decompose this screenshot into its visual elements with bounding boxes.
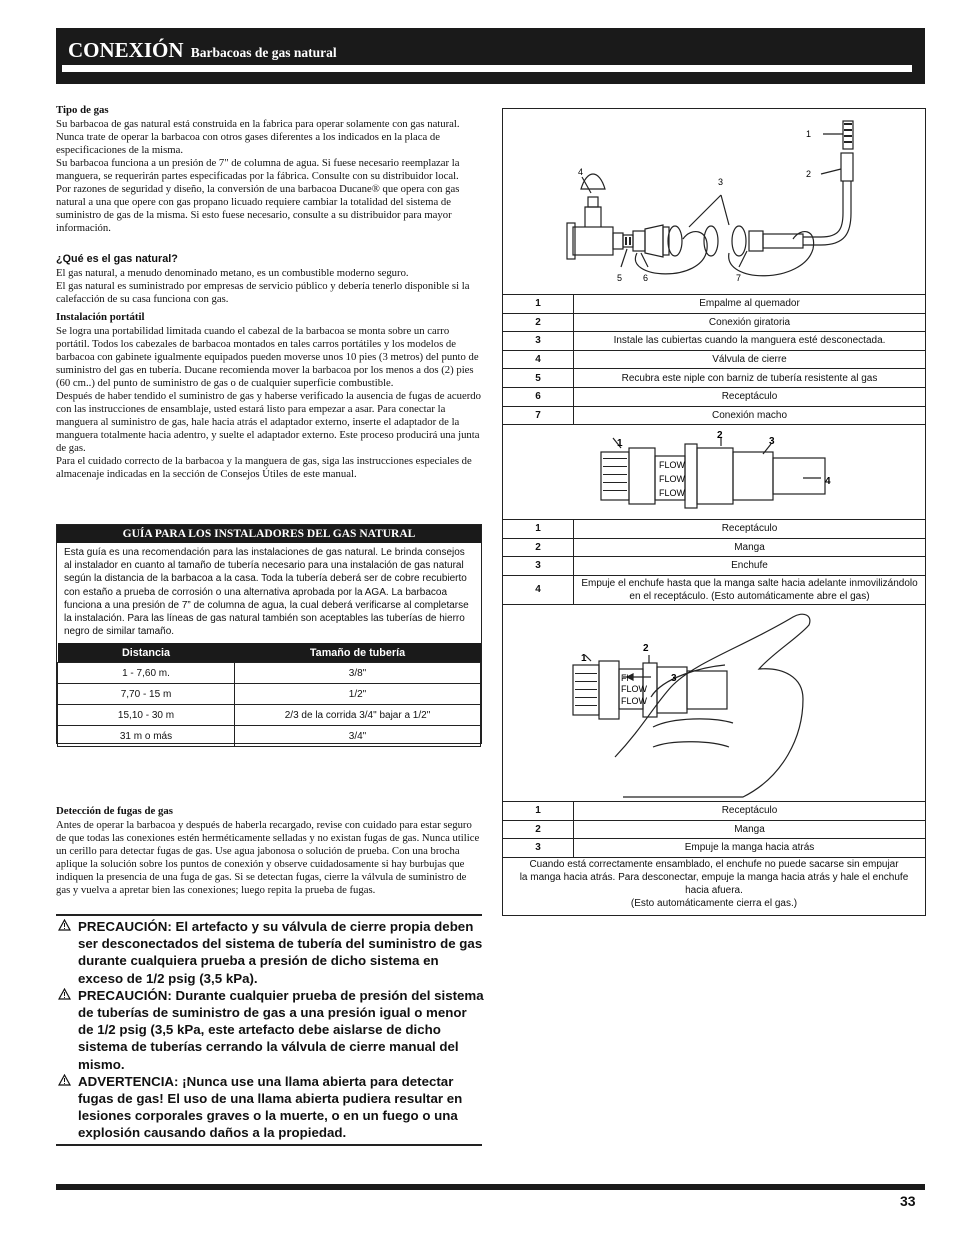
- table-row: [58, 684, 481, 705]
- assembly-note: [502, 858, 926, 910]
- pipe-size-table: [57, 643, 481, 747]
- table-row: [503, 802, 926, 821]
- callout-3: 3: [718, 177, 724, 187]
- coupling-connected-figure: [503, 426, 925, 518]
- part-description: Instale las cubiertas cuando la manguera esté desconectada.: [574, 332, 926, 351]
- plug: [733, 452, 773, 500]
- part-description: Manga: [574, 820, 926, 839]
- installer-guide-box: [56, 524, 482, 744]
- guide-text: Esta guía es una recomendación para las instalaciones de gas natural. Le brinda consejos al instalador en cuanto al tamaño de tubería necesario para una instalación de gas natural según la distancia de la barbacoa a la casa. Toda la tubería deberá ser de cobre recubierto con estaño a prueba de corrosión o una alternativa aprobada por la AGA. La barbacoa funciona a una presión de 7” de columna de agua, la cual deberá verificarse al completarse la instalación. Para las líneas de gas natural también son aceptables las tuberías de hierro negro de similar tamaño.: [64, 547, 469, 638]
- part-number: 3: [503, 557, 574, 576]
- cell-size: 3/8": [235, 663, 481, 684]
- page-number: 33: [900, 1193, 916, 1209]
- table-row: [503, 820, 926, 839]
- table-row: [503, 350, 926, 369]
- section-que-es: [56, 253, 482, 306]
- figure1-threads: [625, 123, 852, 245]
- cap-tether: [729, 232, 814, 276]
- sleeve: [697, 448, 733, 504]
- callout-1: 1: [806, 129, 812, 139]
- note-line: hacia afuera.: [685, 885, 743, 896]
- part-number: 6: [503, 387, 574, 406]
- hose: [803, 181, 843, 237]
- callout-4: 4: [578, 167, 584, 177]
- receptacle-body: [629, 448, 655, 504]
- flow-label: FLOW: [659, 474, 685, 484]
- heading-deteccion: Detección de fugas de gas: [56, 805, 173, 817]
- table-row: [58, 726, 481, 747]
- nut-threads: [603, 458, 627, 491]
- callout-4: 4: [825, 476, 831, 487]
- table-row: [58, 705, 481, 726]
- table-row: [503, 313, 926, 332]
- flow-label: FLOW: [621, 684, 647, 694]
- table-row: [503, 406, 926, 425]
- part-number: 7: [503, 406, 574, 425]
- hose: [803, 181, 851, 245]
- dust-cap: [704, 226, 718, 256]
- tipo-paragraph-3: Por razones de seguridad y diseño, la conversión de una barbacoa Ducane® que opera con gas natural a una que opere con gas propano licuado requiere cambiar la totalidad del sistema de suministro de gas de la misma. Si esto fuese necesario, consulte a su distribuidor para mayor información.: [56, 183, 460, 234]
- part-number: 1: [503, 295, 574, 314]
- cell-size: 1/2": [235, 684, 481, 705]
- hose: [687, 671, 727, 709]
- flow-label: FLOW: [659, 460, 685, 470]
- warnings-bottom-rule: [56, 1144, 482, 1146]
- part-number: 4: [503, 575, 574, 604]
- part-number: 3: [503, 839, 574, 858]
- receptacle-nut: [601, 452, 629, 500]
- nipple: [623, 235, 633, 247]
- warning-triangle-icon: [58, 1074, 71, 1086]
- part-description: Manga: [574, 538, 926, 557]
- table-row: [503, 295, 926, 314]
- callout-2: 2: [717, 430, 723, 441]
- note-line: (Esto automáticamente cierra el gas.): [630, 898, 798, 909]
- callout-3: 3: [671, 673, 677, 684]
- warning-item: [56, 987, 484, 1073]
- callout-2: 2: [643, 643, 649, 654]
- part-number: 1: [503, 520, 574, 539]
- table-header-row: [58, 643, 481, 663]
- deteccion-paragraph: Antes de operar la barbacoa y después de haberla recargado, revise con cuidado para estar seguro de que todas las conexiones estén herméticamente selladas y no existan fugas de gas. Nunca utilice un cerillo para detectar fugas de gas. Use agua jabonosa o solución de prueba. Con una brocha aplique la solución sobre los puntos de conexión y observe cuidadosamente si hay burbujas que indiquen la presencia de una fuga de gas. Si se detectan fugas, cierre la válvula de suministro de gas y vuelva a apretar bien las conexiones; luego repita la prueba de fugas.: [56, 819, 480, 896]
- section-tipo-de-gas: [56, 104, 482, 235]
- note-line: Cuando está correctamente ensamblado, el enchufe no puede sacarse sin empujar: [529, 859, 899, 870]
- cell-size: 3/4": [235, 726, 481, 747]
- heading-instalacion: Instalación portátil: [56, 311, 145, 323]
- valve-stem: [585, 207, 601, 227]
- parts-table-2: [502, 519, 926, 605]
- flow-label: FLOW: [659, 488, 685, 498]
- table-row: [503, 369, 926, 388]
- cell-distance: 15,10 - 30 m: [58, 705, 235, 726]
- instalacion-paragraph-2: Después de haber tendido el suministro de gas y haberse verificado la ausencia de fugas de acuerdo con las instrucciones de ensamblaje, usted estará listo para empezar a asar. Para conectar la manguera al suministro de gas, hale hacia atrás el adaptador externo, inserte el adaptador de la manguera totalmente hacia adentro, y suelte el adaptador externo. Este proceso producirá una junta de gas.: [56, 390, 481, 454]
- page-subtitle: Barbacoas de gas natural: [190, 45, 337, 60]
- part-description: Receptáculo: [574, 802, 926, 821]
- part-description: Enchufe: [574, 557, 926, 576]
- table-row: [503, 520, 926, 539]
- table-row: [503, 557, 926, 576]
- warning-item: [56, 1073, 484, 1142]
- part-description: Empalme al quemador: [574, 295, 926, 314]
- hose-end: [763, 234, 803, 248]
- warning-triangle-icon: [58, 919, 71, 931]
- nut-threads: [575, 673, 597, 706]
- part-description: Empuje el enchufe hasta que la manga salte hacia adelante inmovilizándolo en el receptáculo. (Esto automáticamente abre el gas): [574, 575, 926, 604]
- callout-1: 1: [617, 438, 623, 449]
- warnings-block: [56, 918, 484, 1142]
- callout-1: 1: [581, 653, 587, 664]
- tipo-paragraph-2: Su barbacoa funciona a un presión de 7" de columna de agua. Si fuese necesario reemplazar la manguera, se requerirán partes especificadas por la fábrica. Consulte con su distribuidor local.: [56, 157, 460, 182]
- part-number: 3: [503, 332, 574, 351]
- instalacion-paragraph-3: Para el cuidado correcto de la barbacoa y la manguera de gas, siga las instrucciones especiales de almacenaje indicadas en la sección de Consejos Útiles de este manual.: [56, 455, 472, 480]
- table-row: [58, 663, 481, 684]
- dust-cap: [732, 226, 746, 256]
- warning-text: ADVERTENCIA: ¡Nunca use una llama abierta para detectar fugas de gas! El uso de una llama abierta pudiera resultar en lesiones corporales graves o la muerte, o en un fuego o una explosión causando daños a la propiedad.: [78, 1073, 463, 1141]
- page-title: [68, 38, 337, 63]
- cell-distance: 31 m o más: [58, 726, 235, 747]
- hose-assembly-figure: [503, 109, 925, 294]
- part-description: Válvula de cierre: [574, 350, 926, 369]
- flow-label-partial: Fl: [621, 673, 629, 683]
- section-instalacion: [56, 311, 482, 481]
- valve-bonnet: [588, 197, 598, 207]
- receptacle-sleeve: [645, 225, 663, 257]
- valve-outlet: [613, 233, 623, 249]
- table-row: [503, 575, 926, 604]
- warning-item: [56, 918, 484, 987]
- header-tamano: Tamaño de tubería: [235, 643, 481, 663]
- flow-label: FLOW: [621, 696, 647, 706]
- callout-2: 2: [806, 169, 812, 179]
- cell-distance: 1 - 7,60 m.: [58, 663, 235, 684]
- receptacle-body: [599, 661, 619, 719]
- hose: [773, 458, 825, 494]
- footer-bar: [56, 1184, 925, 1190]
- header-white-rule: [62, 65, 912, 72]
- warning-text: PRECAUCIÓN: Durante cualquier prueba de presión del sistema de tuberías de suministro de gas a una presión igual o menor de 1/2 psig (3,5 kPa, este artefacto debe aislarse de dicho sistema de tuberías cerrando la válvula de cierre manual del mismo.: [78, 987, 484, 1072]
- part-number: 2: [503, 538, 574, 557]
- table-row: [503, 387, 926, 406]
- title-text: CONEXIÓN: [68, 38, 184, 62]
- que-paragraph-2: El gas natural es suministrado por empresas de servicio público y debería tenerlo disponible si la calefacción de su casa funciona con gas.: [56, 280, 470, 305]
- heading-tipo-de-gas: Tipo de gas: [56, 104, 109, 116]
- warning-triangle-icon: [58, 988, 71, 1000]
- instalacion-paragraph-1: Se logra una portabilidad limitada cuando el cabezal de la barbacoa se monta sobre un carro portátil. Todos los cabezales de barbacoa montados en tales carros portátiles y los modelos de barbacoa con gabinete igualmente equipados pueden moverse unos 10 pies (3 metros) del punto de suministro del gas en tubería. Ducane recomienda mover la barbacoa por los menos a dos (2) pies (60 cm..) del punto de suministro de gas o de cualquier superficie combustible.: [56, 325, 479, 389]
- guide-title: GUÍA PARA LOS INSTALADORES DEL GAS NATURAL: [57, 525, 481, 543]
- part-number: 5: [503, 369, 574, 388]
- part-number: 4: [503, 350, 574, 369]
- valve-body: [573, 227, 613, 255]
- part-description: Conexión macho: [574, 406, 926, 425]
- warning-text: PRECAUCIÓN: El artefacto y su válvula de cierre propia deben ser desconectados del sistema de tubería del suministro de gas durante cualquiera prueba a presión de dicho sistema en exceso de 1/2 psig (3,5 kPa).: [78, 919, 483, 986]
- swivel-connection: [841, 153, 853, 181]
- parts-table-3: [502, 801, 926, 858]
- part-number: 2: [503, 820, 574, 839]
- heading-que-es: ¿Qué es el gas natural?: [56, 253, 178, 265]
- cell-distance: 7,70 - 15 m: [58, 684, 235, 705]
- warnings-top-rule: [56, 914, 482, 916]
- part-description: Empuje la manga hacia atrás: [574, 839, 926, 858]
- valve-flange: [567, 223, 575, 259]
- table-row: [503, 538, 926, 557]
- part-description: Receptáculo: [574, 520, 926, 539]
- header-distancia: Distancia: [58, 643, 235, 663]
- finger: [653, 719, 733, 727]
- cell-size: 2/3 de la corrida 3/4" bajar a 1/2": [235, 705, 481, 726]
- part-description: Recubra este niple con barniz de tubería resistente al gas: [574, 369, 926, 388]
- part-number: 1: [503, 802, 574, 821]
- male-connector: [749, 231, 763, 251]
- finger: [653, 742, 729, 747]
- coupling-disconnect-figure: [503, 607, 925, 801]
- receptacle: [633, 231, 645, 251]
- callout-6: 6: [643, 273, 649, 283]
- callout-3: 3: [769, 436, 775, 447]
- que-paragraph-1: El gas natural, a menudo denominado metano, es un combustible moderno seguro.: [56, 267, 409, 279]
- callout-7: 7: [736, 273, 742, 283]
- parts-table-1: [502, 294, 926, 425]
- dust-cap: [668, 226, 682, 256]
- table-row: [503, 332, 926, 351]
- callout-5: 5: [617, 273, 623, 283]
- part-number: 2: [503, 313, 574, 332]
- note-line: la manga hacia atrás. Para desconectar, empuje la manga hacia atrás y hale el enchufe: [519, 872, 909, 883]
- part-description: Receptáculo: [574, 387, 926, 406]
- finger: [651, 665, 725, 697]
- section-deteccion: [56, 805, 482, 897]
- table-row: [503, 839, 926, 858]
- part-description: Conexión giratoria: [574, 313, 926, 332]
- sleeve-ring: [685, 444, 697, 508]
- tipo-paragraph-1: Su barbacoa de gas natural está construida en la fabrica para operar solamente con gas natural. Nunca trate de operar la barbacoa con otros gases diferentes a los indicados en la placa de especificaciones de la misma.: [56, 118, 460, 156]
